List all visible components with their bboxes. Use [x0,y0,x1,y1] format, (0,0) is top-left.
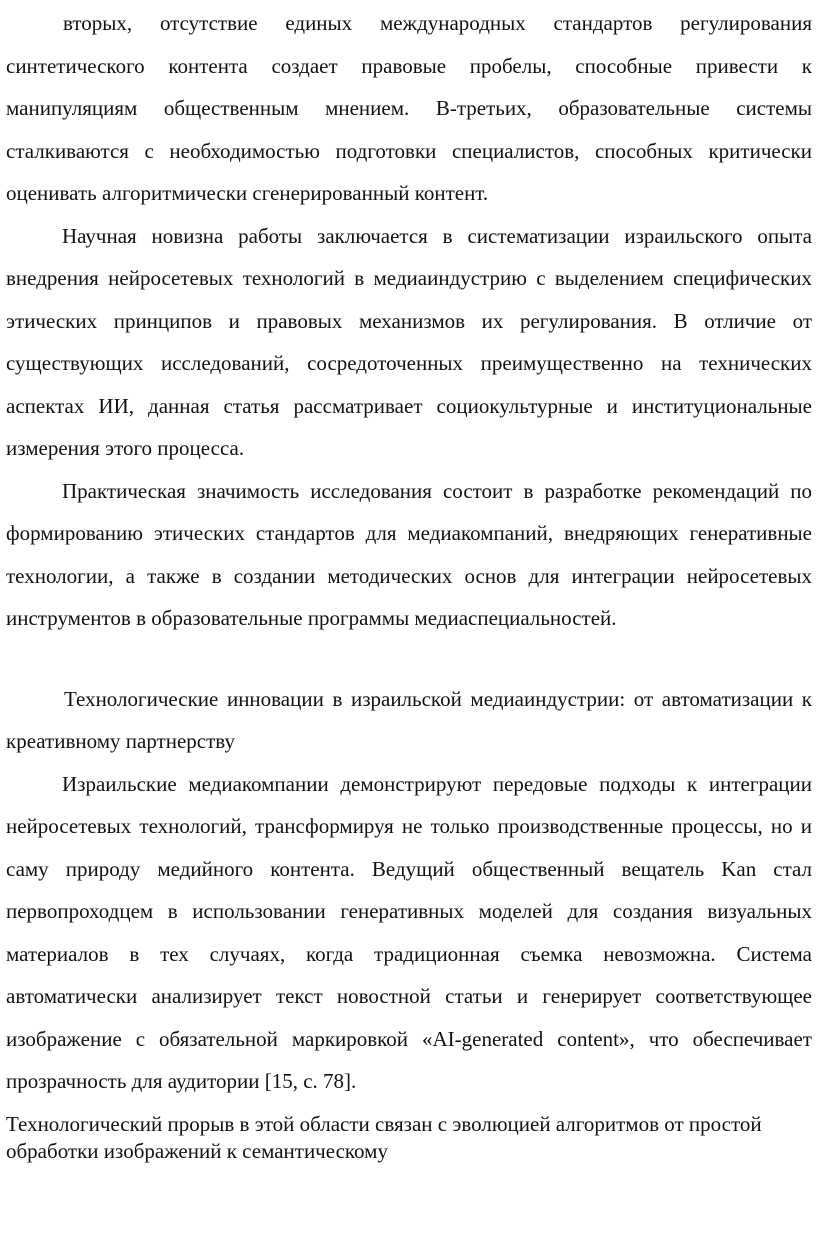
paragraph-significance: Практическая значимость исследования состоит в разработке рекомендаций по формированию этических стандартов для медиакомпаний, внедряющих генеративные технологии, а также в создании методических основ для интеграции нейросетевых инструментов в образовательные программы медиаспециальностей. [6,478,812,630]
paragraph-israeli-media: Израильские медиакомпании демонстрируют передовые подходы к интеграции нейросетевых технологий, трансформируя не только производственные процессы, но и саму природу медийного контента. Ведущий общественный вещатель Kan стал первопроходцем в использовании генеративных моделей для создания визуальных материалов в тех случаях, когда традиционная съемка невозможна. Система автоматически анализирует текст новостной статьи и генерирует соответствующее изображение с обязательной маркировкой «AI-generated content», что обеспечивает прозрачность для аудитории [15, с. 78]. [6,771,812,1093]
document-body [6,2,812,1165]
section-spacer [6,640,812,678]
paragraph-novelty: Научная новизна работы заключается в систематизации израильского опыта внедрения нейросетевых технологий в медиаиндустрию с выделением специфических этических принципов и правовых механизмов их регулирования. В отличие от существующих исследований, сосредоточенных преимущественно на технических аспектах ИИ, данная статья рассматривает социокультурные и институциональные измерения этого процесса. [6,223,812,460]
section-heading: Технологические инновации в израильской медиаиндустрии: от автоматизации к креативному партнерству [6,686,812,753]
paragraph-continuation: вторых, отсутствие единых международных стандартов регулирования синтетического контента создает правовые пробелы, способные привести к манипуляциям общественным мнением. В-третьих, образовательные системы сталкиваются с необходимостью подготовки специалистов, способных критически оценивать алгоритмически сгенерированный контент. [6,11,812,205]
paragraph-breakthrough: Технологический прорыв в этой области связан с эволюцией алгоритмов от простой обработки изображений к семантическому [6,1111,762,1163]
